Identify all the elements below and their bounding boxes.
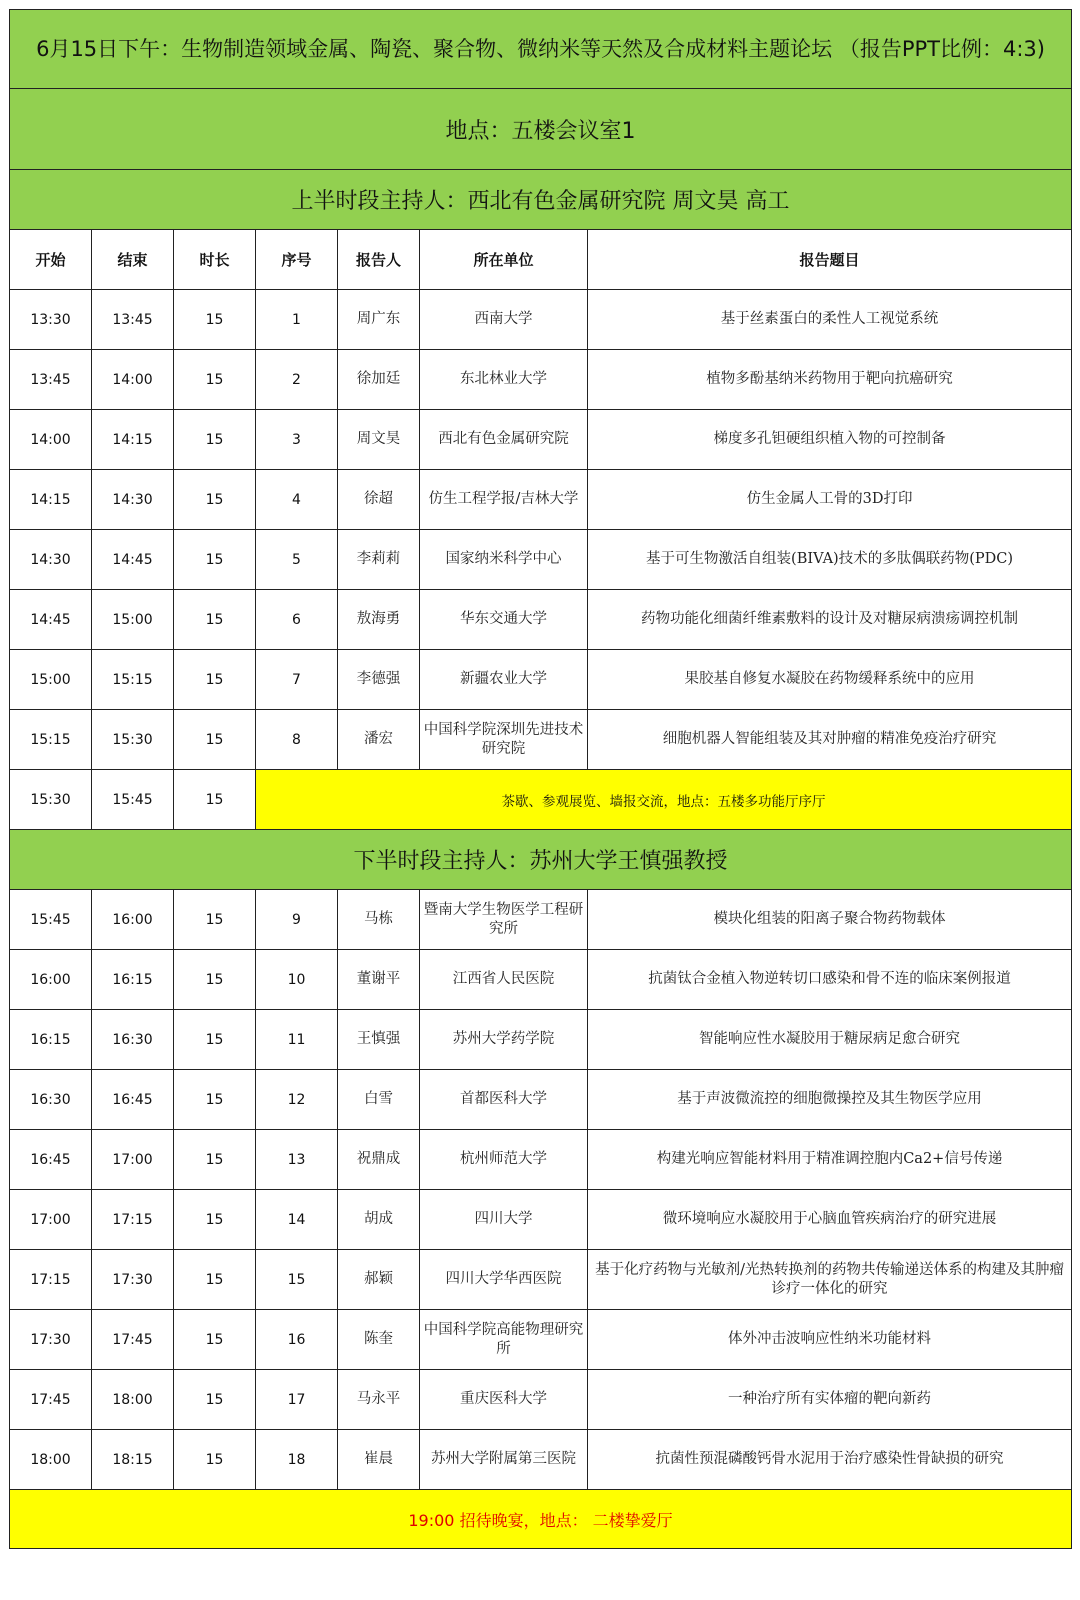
cell-topic: 智能响应性水凝胶用于糖尿病足愈合研究 xyxy=(588,1010,1072,1070)
cell-duration: 15 xyxy=(174,350,256,410)
cell-end: 17:30 xyxy=(92,1250,174,1310)
cell-affiliation: 中国科学院高能物理研究所 xyxy=(420,1310,588,1370)
cell-affiliation: 四川大学 xyxy=(420,1190,588,1250)
cell-affiliation: 国家纳米科学中心 xyxy=(420,530,588,590)
table-row xyxy=(10,1190,1072,1250)
table-row xyxy=(10,1070,1072,1130)
break-duration: 15 xyxy=(174,770,256,830)
forum-title: 6月15日下午：生物制造领域金属、陶瓷、聚合物、微纳米等天然及合成材料主题论坛 （报告PPT比例：4:3) xyxy=(10,10,1072,89)
second-half-host: 下半时段主持人：苏州大学王慎强教授 xyxy=(10,830,1072,890)
cell-affiliation: 东北林业大学 xyxy=(420,350,588,410)
header-end: 结束 xyxy=(92,230,174,290)
cell-start: 14:15 xyxy=(10,470,92,530)
cell-speaker: 周文昊 xyxy=(338,410,420,470)
cell-end: 15:00 xyxy=(92,590,174,650)
cell-start: 16:30 xyxy=(10,1070,92,1130)
cell-speaker: 董谢平 xyxy=(338,950,420,1010)
header-topic: 报告题目 xyxy=(588,230,1072,290)
table-row xyxy=(10,1430,1072,1490)
cell-duration: 15 xyxy=(174,710,256,770)
location-row xyxy=(10,89,1072,170)
cell-index: 17 xyxy=(256,1370,338,1430)
break-label: 茶歇、参观展览、墙报交流，地点：五楼多功能厅序厅 xyxy=(256,770,1072,830)
cell-speaker: 祝鼎成 xyxy=(338,1130,420,1190)
cell-topic: 模块化组装的阳离子聚合物药物载体 xyxy=(588,890,1072,950)
cell-topic: 仿生金属人工骨的3D打印 xyxy=(588,470,1072,530)
cell-duration: 15 xyxy=(174,1190,256,1250)
table-row xyxy=(10,1310,1072,1370)
cell-start: 14:30 xyxy=(10,530,92,590)
table-row xyxy=(10,350,1072,410)
cell-topic: 基于可生物激活自组装(BIVA)技术的多肽偶联药物(PDC) xyxy=(588,530,1072,590)
cell-topic: 梯度多孔钽硬组织植入物的可控制备 xyxy=(588,410,1072,470)
break-start: 15:30 xyxy=(10,770,92,830)
header-index: 序号 xyxy=(256,230,338,290)
cell-start: 17:30 xyxy=(10,1310,92,1370)
cell-index: 8 xyxy=(256,710,338,770)
schedule-table xyxy=(9,9,1072,1549)
cell-index: 5 xyxy=(256,530,338,590)
cell-start: 15:00 xyxy=(10,650,92,710)
cell-end: 14:15 xyxy=(92,410,174,470)
cell-start: 16:45 xyxy=(10,1130,92,1190)
table-row xyxy=(10,1010,1072,1070)
cell-end: 17:45 xyxy=(92,1310,174,1370)
cell-duration: 15 xyxy=(174,1430,256,1490)
table-row xyxy=(10,530,1072,590)
cell-index: 16 xyxy=(256,1310,338,1370)
cell-start: 13:30 xyxy=(10,290,92,350)
second-half-host-row xyxy=(10,830,1072,890)
cell-start: 14:00 xyxy=(10,410,92,470)
schedule-sheet xyxy=(9,9,1071,1549)
cell-affiliation: 新疆农业大学 xyxy=(420,650,588,710)
table-row xyxy=(10,590,1072,650)
table-row xyxy=(10,950,1072,1010)
cell-start: 13:45 xyxy=(10,350,92,410)
cell-duration: 15 xyxy=(174,290,256,350)
cell-topic: 基于化疗药物与光敏剂/光热转换剂的药物共传输递送体系的构建及其肿瘤诊疗一体化的研究 xyxy=(588,1250,1072,1310)
cell-index: 9 xyxy=(256,890,338,950)
cell-affiliation: 苏州大学附属第三医院 xyxy=(420,1430,588,1490)
cell-end: 14:30 xyxy=(92,470,174,530)
cell-end: 16:45 xyxy=(92,1070,174,1130)
cell-end: 15:15 xyxy=(92,650,174,710)
cell-index: 4 xyxy=(256,470,338,530)
cell-duration: 15 xyxy=(174,890,256,950)
cell-index: 10 xyxy=(256,950,338,1010)
first-half-host: 上半时段主持人：西北有色金属研究院 周文昊 高工 xyxy=(10,170,1072,230)
cell-speaker: 郝颖 xyxy=(338,1250,420,1310)
cell-affiliation: 苏州大学药学院 xyxy=(420,1010,588,1070)
cell-speaker: 徐加廷 xyxy=(338,350,420,410)
banquet-row xyxy=(10,1490,1072,1549)
cell-duration: 15 xyxy=(174,650,256,710)
cell-duration: 15 xyxy=(174,950,256,1010)
cell-affiliation: 首都医科大学 xyxy=(420,1070,588,1130)
cell-affiliation: 江西省人民医院 xyxy=(420,950,588,1010)
cell-speaker: 徐超 xyxy=(338,470,420,530)
cell-affiliation: 西北有色金属研究院 xyxy=(420,410,588,470)
cell-duration: 15 xyxy=(174,1370,256,1430)
cell-topic: 抗菌钛合金植入物逆转切口感染和骨不连的临床案例报道 xyxy=(588,950,1072,1010)
table-header-row xyxy=(10,230,1072,290)
cell-end: 13:45 xyxy=(92,290,174,350)
forum-location: 地点：五楼会议室1 xyxy=(10,89,1072,170)
cell-topic: 体外冲击波响应性纳米功能材料 xyxy=(588,1310,1072,1370)
first-half-host-row xyxy=(10,170,1072,230)
cell-topic: 基于丝素蛋白的柔性人工视觉系统 xyxy=(588,290,1072,350)
cell-speaker: 王慎强 xyxy=(338,1010,420,1070)
cell-topic: 微环境响应水凝胶用于心脑血管疾病治疗的研究进展 xyxy=(588,1190,1072,1250)
cell-duration: 15 xyxy=(174,590,256,650)
cell-end: 14:45 xyxy=(92,530,174,590)
cell-speaker: 李莉莉 xyxy=(338,530,420,590)
header-start: 开始 xyxy=(10,230,92,290)
cell-end: 16:30 xyxy=(92,1010,174,1070)
cell-index: 14 xyxy=(256,1190,338,1250)
cell-speaker: 敖海勇 xyxy=(338,590,420,650)
cell-topic: 药物功能化细菌纤维素敷料的设计及对糖尿病溃疡调控机制 xyxy=(588,590,1072,650)
cell-start: 17:45 xyxy=(10,1370,92,1430)
cell-speaker: 崔晨 xyxy=(338,1430,420,1490)
table-row xyxy=(10,1130,1072,1190)
cell-index: 15 xyxy=(256,1250,338,1310)
cell-start: 16:15 xyxy=(10,1010,92,1070)
cell-start: 15:45 xyxy=(10,890,92,950)
table-row xyxy=(10,1250,1072,1310)
break-end: 15:45 xyxy=(92,770,174,830)
table-row xyxy=(10,470,1072,530)
cell-topic: 构建光响应智能材料用于精准调控胞内Ca2+信号传递 xyxy=(588,1130,1072,1190)
cell-end: 16:15 xyxy=(92,950,174,1010)
cell-affiliation: 华东交通大学 xyxy=(420,590,588,650)
cell-affiliation: 杭州师范大学 xyxy=(420,1130,588,1190)
cell-start: 15:15 xyxy=(10,710,92,770)
cell-end: 17:00 xyxy=(92,1130,174,1190)
cell-start: 14:45 xyxy=(10,590,92,650)
cell-speaker: 李德强 xyxy=(338,650,420,710)
cell-affiliation: 四川大学华西医院 xyxy=(420,1250,588,1310)
cell-index: 13 xyxy=(256,1130,338,1190)
cell-speaker: 胡成 xyxy=(338,1190,420,1250)
cell-topic: 植物多酚基纳米药物用于靶向抗癌研究 xyxy=(588,350,1072,410)
table-row xyxy=(10,890,1072,950)
header-affiliation: 所在单位 xyxy=(420,230,588,290)
cell-duration: 15 xyxy=(174,1070,256,1130)
table-row xyxy=(10,710,1072,770)
header-duration: 时长 xyxy=(174,230,256,290)
cell-speaker: 马永平 xyxy=(338,1370,420,1430)
cell-start: 16:00 xyxy=(10,950,92,1010)
cell-index: 11 xyxy=(256,1010,338,1070)
cell-index: 2 xyxy=(256,350,338,410)
cell-start: 17:00 xyxy=(10,1190,92,1250)
cell-duration: 15 xyxy=(174,470,256,530)
header-speaker: 报告人 xyxy=(338,230,420,290)
cell-topic: 细胞机器人智能组装及其对肿瘤的精准免疫治疗研究 xyxy=(588,710,1072,770)
cell-speaker: 马栋 xyxy=(338,890,420,950)
cell-end: 17:15 xyxy=(92,1190,174,1250)
cell-topic: 基于声波微流控的细胞微操控及其生物医学应用 xyxy=(588,1070,1072,1130)
cell-duration: 15 xyxy=(174,1130,256,1190)
cell-affiliation: 中国科学院深圳先进技术研究院 xyxy=(420,710,588,770)
cell-affiliation: 仿生工程学报/吉林大学 xyxy=(420,470,588,530)
cell-index: 18 xyxy=(256,1430,338,1490)
cell-duration: 15 xyxy=(174,1310,256,1370)
cell-index: 6 xyxy=(256,590,338,650)
cell-duration: 15 xyxy=(174,530,256,590)
cell-speaker: 白雪 xyxy=(338,1070,420,1130)
cell-speaker: 陈奎 xyxy=(338,1310,420,1370)
cell-speaker: 周广东 xyxy=(338,290,420,350)
cell-affiliation: 暨南大学生物医学工程研究所 xyxy=(420,890,588,950)
cell-duration: 15 xyxy=(174,1250,256,1310)
cell-index: 3 xyxy=(256,410,338,470)
cell-affiliation: 重庆医科大学 xyxy=(420,1370,588,1430)
table-row xyxy=(10,650,1072,710)
cell-topic: 抗菌性预混磷酸钙骨水泥用于治疗感染性骨缺损的研究 xyxy=(588,1430,1072,1490)
cell-topic: 果胶基自修复水凝胶在药物缓释系统中的应用 xyxy=(588,650,1072,710)
cell-speaker: 潘宏 xyxy=(338,710,420,770)
cell-start: 17:15 xyxy=(10,1250,92,1310)
cell-end: 15:30 xyxy=(92,710,174,770)
table-row xyxy=(10,290,1072,350)
break-row xyxy=(10,770,1072,830)
cell-start: 18:00 xyxy=(10,1430,92,1490)
cell-index: 7 xyxy=(256,650,338,710)
cell-index: 12 xyxy=(256,1070,338,1130)
forum-title-row xyxy=(10,10,1072,89)
table-row xyxy=(10,410,1072,470)
table-row xyxy=(10,1370,1072,1430)
cell-duration: 15 xyxy=(174,1010,256,1070)
cell-end: 14:00 xyxy=(92,350,174,410)
cell-topic: 一种治疗所有实体瘤的靶向新药 xyxy=(588,1370,1072,1430)
cell-end: 18:00 xyxy=(92,1370,174,1430)
cell-end: 18:15 xyxy=(92,1430,174,1490)
cell-duration: 15 xyxy=(174,410,256,470)
cell-affiliation: 西南大学 xyxy=(420,290,588,350)
cell-end: 16:00 xyxy=(92,890,174,950)
cell-index: 1 xyxy=(256,290,338,350)
banquet-notice: 19:00 招待晚宴，地点： 二楼挚爱厅 xyxy=(10,1490,1072,1549)
